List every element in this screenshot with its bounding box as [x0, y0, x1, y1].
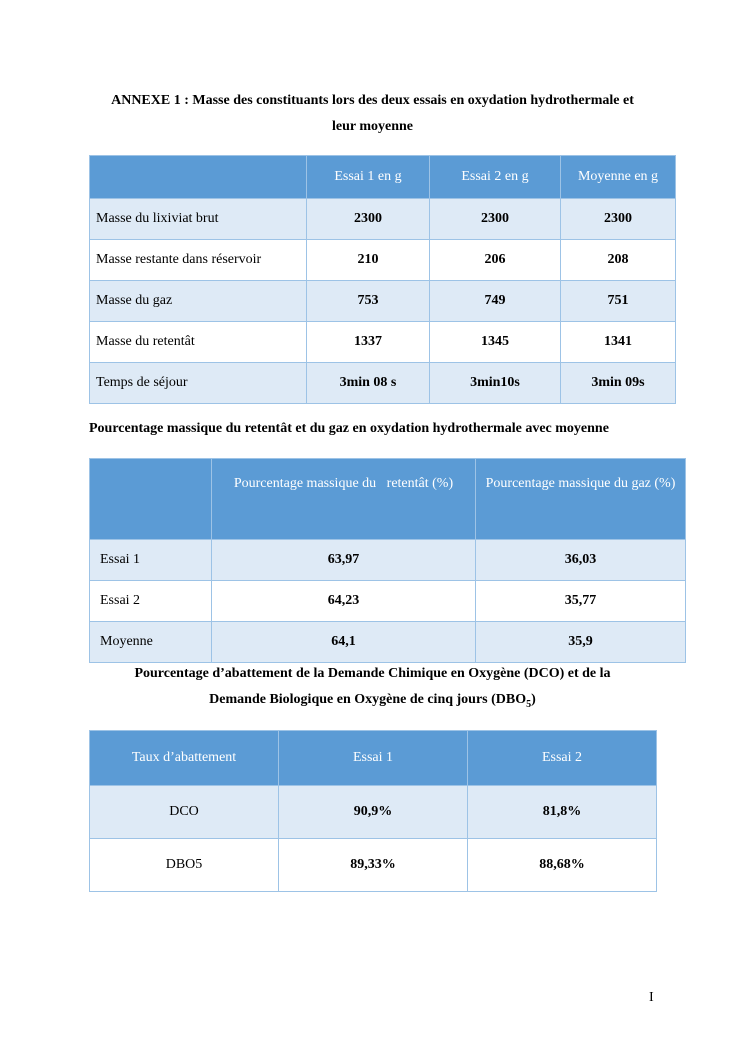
header-cell: Essai 1 en g	[307, 156, 430, 199]
cell-value: 2300	[561, 199, 676, 240]
row-label: Temps de séjour	[90, 363, 307, 404]
cell-value: 3min 08 s	[307, 363, 430, 404]
abatement-table-header	[90, 731, 657, 786]
cell-value: 81,8%	[468, 786, 657, 839]
cell-value: 1345	[430, 322, 561, 363]
abatement-title-line2	[80, 687, 665, 718]
table-row	[90, 240, 676, 281]
cell-value: 3min 09s	[561, 363, 676, 404]
table-row	[90, 322, 676, 363]
header-cell: Pourcentage massique du retentât (%)	[212, 459, 476, 540]
row-label: DBO5	[90, 839, 279, 892]
subscript-five: 5	[526, 698, 532, 710]
header-cell: Moyenne en g	[561, 156, 676, 199]
cell-value: 90,9%	[279, 786, 468, 839]
cell-value: 1337	[307, 322, 430, 363]
annex-title	[80, 88, 665, 140]
row-label: Masse du lixiviat brut	[90, 199, 307, 240]
row-label: Masse du retentât	[90, 322, 307, 363]
table-row	[90, 839, 657, 892]
cell-value: 35,77	[476, 581, 686, 622]
cell-value: 206	[430, 240, 561, 281]
cell-value: 89,33%	[279, 839, 468, 892]
header-cell: Essai 2 en g	[430, 156, 561, 199]
header-cell: Taux d’abattement	[90, 731, 279, 786]
row-label: Masse du gaz	[90, 281, 307, 322]
header-cell	[90, 459, 212, 540]
abatement-title	[80, 661, 665, 718]
cell-value: 749	[430, 281, 561, 322]
abatement-table	[89, 730, 657, 892]
page-number: I	[649, 990, 654, 1005]
cell-value: 2300	[430, 199, 561, 240]
row-label: Moyenne	[90, 622, 212, 663]
row-label: Masse restante dans réservoir	[90, 240, 307, 281]
table-row	[90, 581, 686, 622]
cell-value: 751	[561, 281, 676, 322]
cell-value: 63,97	[212, 540, 476, 581]
cell-value: 64,23	[212, 581, 476, 622]
cell-value: 3min10s	[430, 363, 561, 404]
row-label: Essai 2	[90, 581, 212, 622]
header-cell: Essai 2	[468, 731, 657, 786]
row-label: Essai 1	[90, 540, 212, 581]
cell-value: 208	[561, 240, 676, 281]
table-row	[90, 786, 657, 839]
cell-value: 88,68%	[468, 839, 657, 892]
percentage-table	[89, 458, 686, 663]
header-cell	[90, 156, 307, 199]
percentage-title: Pourcentage massique du retentât et du gaz en oxydation hydrothermale avec moyenne	[89, 421, 609, 436]
abatement-title-line2-text: Demande Biologique en Oxygène de cinq jours (DBO	[209, 692, 527, 707]
percentage-table-header	[90, 459, 686, 540]
annex-title-line2: leur moyenne	[331, 119, 413, 134]
cell-value: 35,9	[476, 622, 686, 663]
header-cell: Pourcentage massique du gaz (%)	[476, 459, 686, 540]
mass-table-header	[90, 156, 676, 199]
header-cell: Essai 1	[279, 731, 468, 786]
annex-title-line1: ANNEXE 1 : Masse des constituants lors des deux essais en oxydation hydrothermale et	[111, 93, 634, 108]
cell-value: 210	[307, 240, 430, 281]
abatement-title-line1: Pourcentage d’abattement de la Demande Chimique en Oxygène (DCO) et de la	[134, 666, 611, 681]
table-row	[90, 281, 676, 322]
mass-table	[89, 155, 676, 404]
cell-value: 36,03	[476, 540, 686, 581]
abatement-title-line2-close: )	[531, 692, 536, 707]
table-row	[90, 540, 686, 581]
cell-value: 64,1	[212, 622, 476, 663]
cell-value: 1341	[561, 322, 676, 363]
cell-value: 2300	[307, 199, 430, 240]
row-label: DCO	[90, 786, 279, 839]
table-row	[90, 363, 676, 404]
table-row	[90, 622, 686, 663]
cell-value: 753	[307, 281, 430, 322]
table-row	[90, 199, 676, 240]
